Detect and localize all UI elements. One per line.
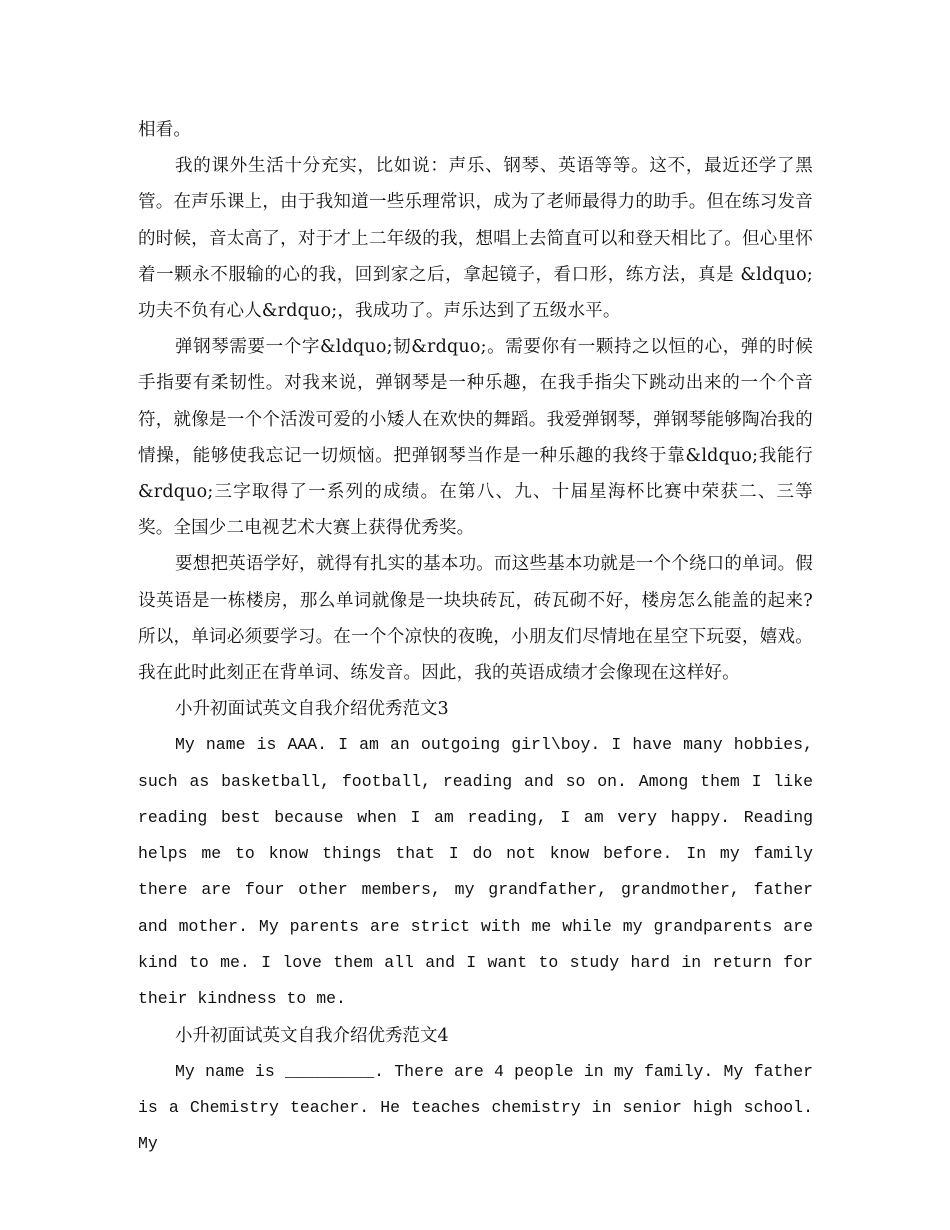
- section-3-body: My name is AAA. I am an outgoing girl\boy. I have many hobbies, such as basketball, football, reading and so on. Among them I like reading best because when I am reading, I am very happy. Reading helps me to know things that I do not know before. In my family there are four other members, my grandfather, grandmother, father and mother. My parents are strict with me while my grandparents are kind to me. I love them all and I want to study hard in return for their kindness to me.: [138, 735, 813, 1009]
- document-page: [138, 112, 813, 1163]
- section-4-body: My name is _________. There are 4 people in my family. My father is a Chemistry teacher. He teaches chemistry in senior high school. My: [138, 1061, 813, 1154]
- section-4-heading: 小升初面试英文自我介绍优秀范文4: [175, 1025, 449, 1046]
- paragraph-fragment: 相看。: [138, 120, 192, 140]
- section-3-heading: 小升初面试英文自我介绍优秀范文3: [175, 699, 449, 720]
- paragraph-english: 要想把英语学好，就得有扎实的基本功。而这些基本功就是一个个绕口的单词。假设英语是一栋楼房，那么单词就像是一块块砖瓦，砖瓦砌不好，楼房怎么能盖的起来?所以，单词必须要学习。在一个个凉快的夜晚，小朋友们尽情地在星空下玩耍，嬉戏。我在此时此刻正在背单词、练发音。因此，我的英语成绩才会像现在这样好。: [138, 554, 813, 684]
- paragraph-piano: 弹钢琴需要一个字&ldquo;韧&rdquo;。需要你有一颗持之以恒的心，弹的时候手指要有柔韧性。对我来说，弹钢琴是一种乐趣，在我手指尖下跳动出来的一个个音符，就像是一个个活泼可爱的小矮人在欢快的舞蹈。我爱弹钢琴，弹钢琴能够陶冶我的情操，能够使我忘记一切烦恼。把弹钢琴当作是一种乐趣的我终于靠&ldquo;我能行&rdquo;三字取得了一系列的成绩。在第八、九、十届星海杯比赛中荣获二、三等奖。全国少二电视艺术大赛上获得优秀奖。: [138, 337, 813, 539]
- paragraph-extracurricular: 我的课外生活十分充实，比如说：声乐、钢琴、英语等等。这不，最近还学了黑管。在声乐课上，由于我知道一些乐理常识，成为了老师最得力的助手。但在练习发音的时候，音太高了，对于才上二年级的我，想唱上去简直可以和登天相比了。但心里怀着一颗永不服输的心的我，回到家之后，拿起镜子，看口形，练方法，真是 &ldquo;功夫不负有心人&rdquo;，我成功了。声乐达到了五级水平。: [138, 156, 813, 322]
